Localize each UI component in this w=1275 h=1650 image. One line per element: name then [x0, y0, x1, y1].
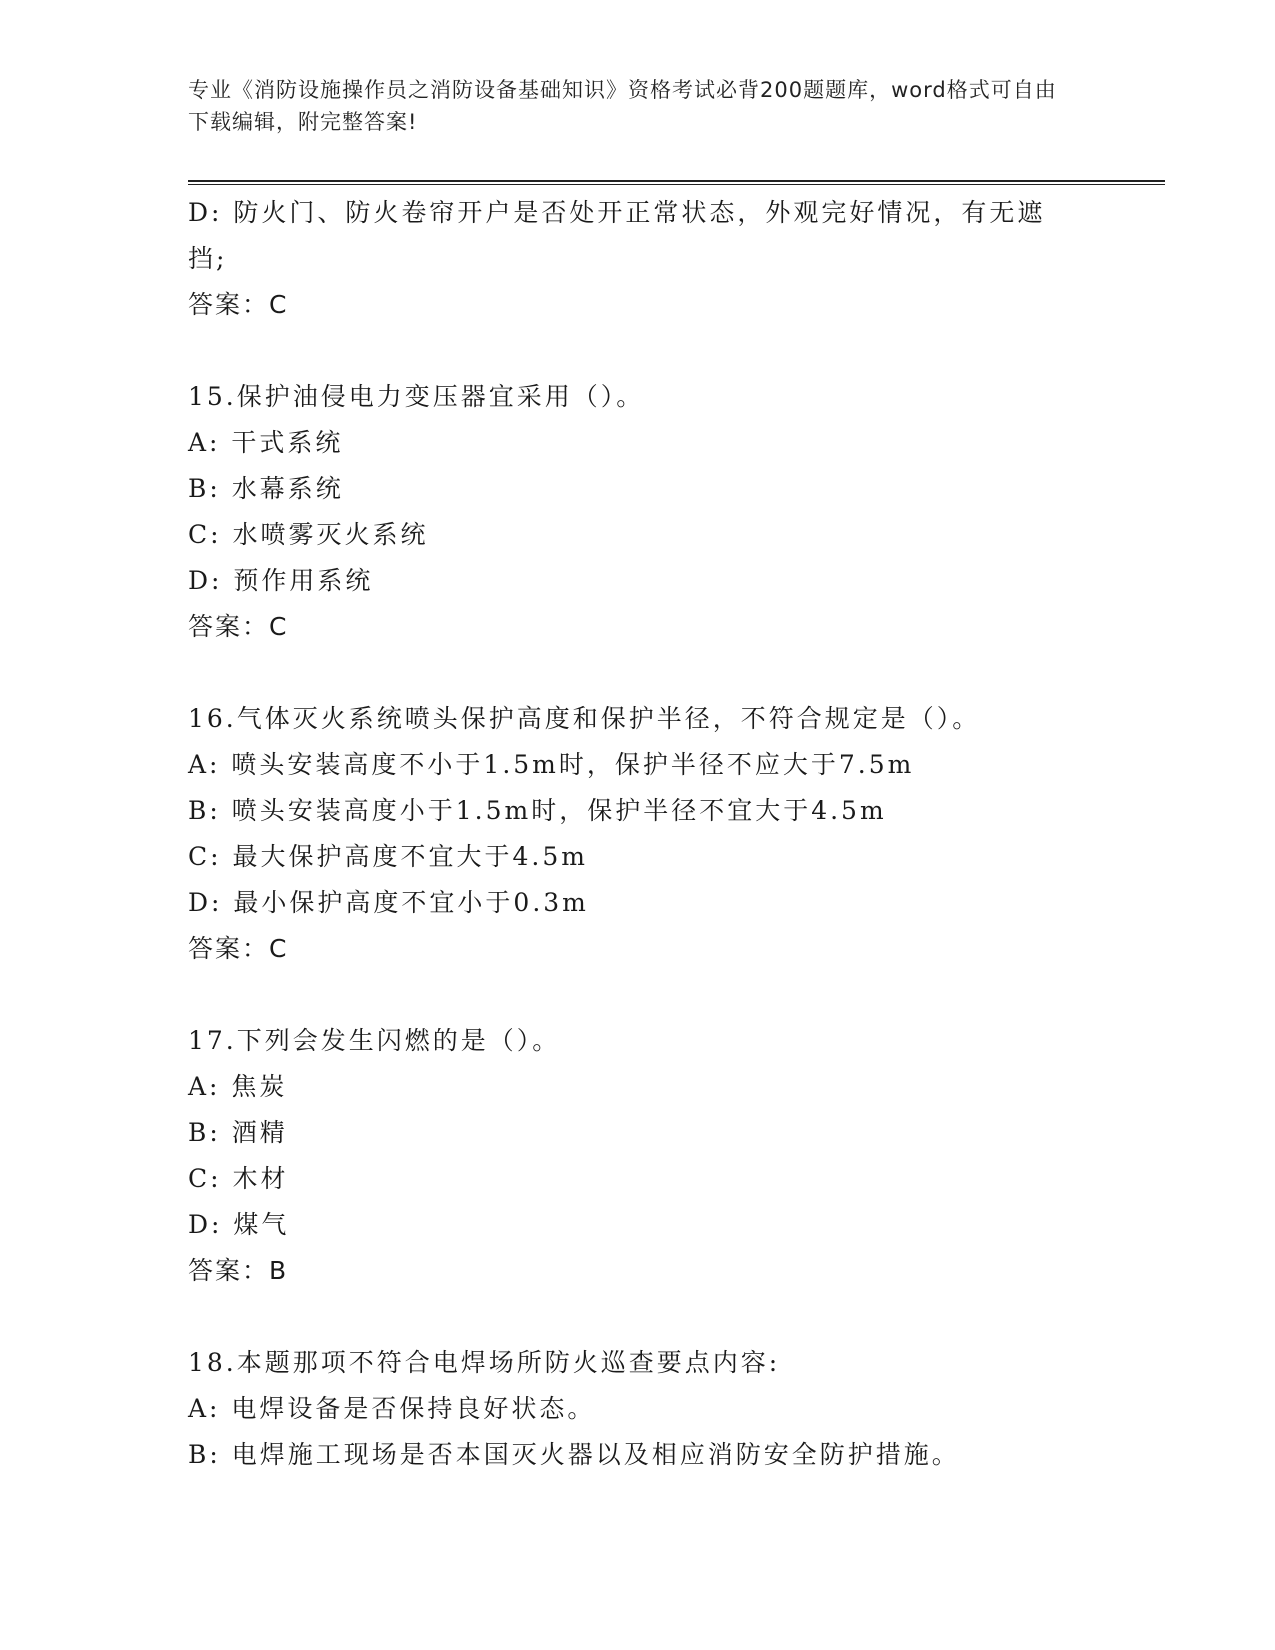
- option-d: D: 预作用系统: [188, 566, 374, 595]
- prev-answer: 答案：C: [188, 290, 289, 319]
- question-text: 18.本题那项不符合电焊场所防火巡查要点内容:: [188, 1348, 781, 1377]
- option-c: C: 水喷雾灭火系统: [188, 520, 429, 549]
- question-17: [188, 1018, 1088, 1294]
- option-a: A: 干式系统: [188, 428, 344, 457]
- option-b: B: 酒精: [188, 1118, 288, 1147]
- option-c: C: 最大保护高度不宜大于4.5m: [188, 842, 588, 871]
- option-a: A: 焦炭: [188, 1072, 288, 1101]
- option-b: B: 电焊施工现场是否本国灭火器以及相应消防安全防护措施。: [188, 1440, 960, 1469]
- question-text: 16.气体灭火系统喷头保护高度和保护半径，不符合规定是（）。: [188, 704, 981, 733]
- option-d: D: 最小保护高度不宜小于0.3m: [188, 888, 589, 917]
- question-text: 17.下列会发生闪燃的是（）。: [188, 1026, 561, 1055]
- question-15: [188, 374, 1088, 650]
- answer: 答案：C: [188, 934, 289, 963]
- question-18: [188, 1340, 1088, 1478]
- document-body: [188, 190, 1088, 1478]
- option-a: A: 喷头安装高度不小于1.5m时，保护半径不应大于7.5m: [188, 750, 915, 779]
- header-rule-thin: [188, 184, 1165, 185]
- prev-option-d: D: 防火门、防火卷帘开户是否处开正常状态，外观完好情况，有无遮挡;: [188, 198, 1046, 273]
- document-header: 专业《消防设施操作员之消防设备基础知识》资格考试必背200题题库，word格式可自由下载编辑，附完整答案!: [188, 78, 1057, 134]
- option-b: B: 水幕系统: [188, 474, 344, 503]
- header-rule-thick: [188, 180, 1165, 182]
- question-16: [188, 696, 1088, 972]
- option-a: A: 电焊设备是否保持良好状态。: [188, 1394, 596, 1423]
- answer: 答案：B: [188, 1256, 289, 1285]
- question-text: 15.保护油侵电力变压器宜采用（）。: [188, 382, 645, 411]
- option-d: D: 煤气: [188, 1210, 290, 1239]
- answer: 答案：C: [188, 612, 289, 641]
- option-c: C: 木材: [188, 1164, 289, 1193]
- option-b: B: 喷头安装高度小于1.5m时，保护半径不宜大于4.5m: [188, 796, 887, 825]
